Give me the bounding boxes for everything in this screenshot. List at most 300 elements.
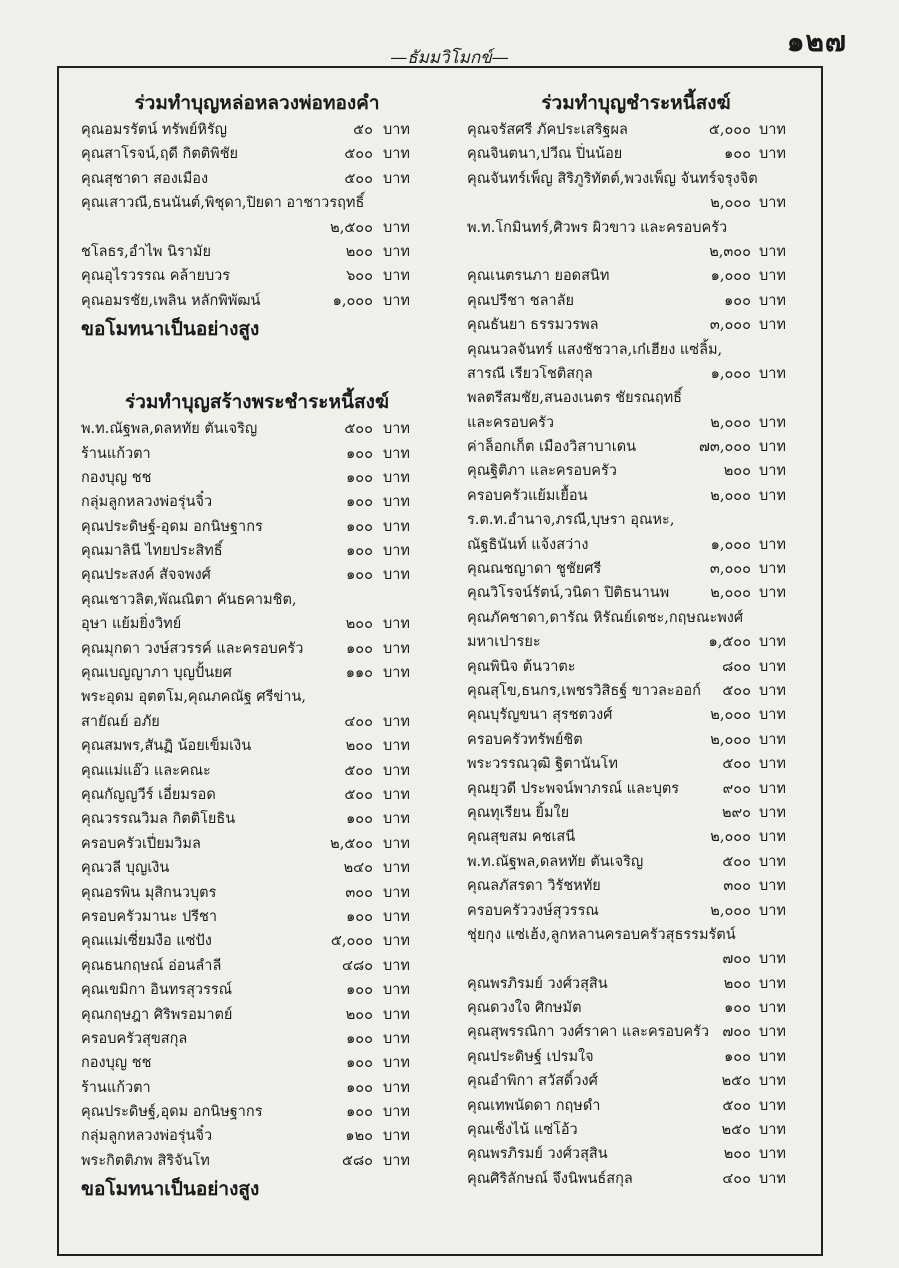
donor-name: คุณประดิษฐ์,อุดม อกนิษฐากร [81, 1104, 263, 1121]
donor-name: ครอบครัวแย้มเยื้อน [467, 487, 588, 504]
donor-name: ร้านแก้วตา [81, 445, 151, 462]
donor-name: คุณลภัสรดา วิรัชหทัย [467, 878, 601, 895]
currency-unit: บาท [383, 445, 410, 462]
donation-amount: ๒๐๐ [723, 975, 751, 992]
donor-name: คุณเนตรนภา ยอดสนิท [467, 268, 610, 285]
currency-unit: บาท [759, 1097, 786, 1114]
donation-amount: ๕๘๐ [341, 1152, 373, 1169]
donor-row [81, 759, 433, 783]
donor-name: คุณกฤษฎา ศิริพรอมาตย์ [81, 1006, 233, 1023]
donor-row [467, 508, 805, 532]
donor-name: คุณสาโรจน์,ฤดี กิตติพิชัย [81, 146, 239, 163]
currency-unit: บาท [759, 561, 786, 578]
donor-name: ชุ่ยกุง แซ่เฮ้ง,ลูกหลานครอบครัวสุธรรมรัตน์ [467, 926, 736, 943]
donor-row [467, 216, 805, 240]
currency-unit: บาท [759, 1073, 786, 1090]
donor-name: ร้านแก้วตา [81, 1079, 151, 1096]
currency-unit: บาท [759, 317, 786, 334]
donation-amount: ๒,๕๐๐ [330, 835, 373, 852]
currency-unit: บาท [383, 811, 410, 828]
currency-unit: บาท [383, 243, 410, 260]
donor-row [467, 728, 805, 752]
donor-row [467, 679, 805, 703]
donor-row [467, 703, 805, 727]
donor-row [467, 386, 805, 410]
donor-name: คุณจรัสศรี ภัคประเสริฐผล [467, 122, 628, 138]
currency-unit: บาท [383, 835, 410, 852]
donor-name: ครอบครัวสุขสกุล [81, 1030, 188, 1047]
donation-amount: ๒,๐๐๐ [710, 829, 751, 846]
currency-unit: บาท [383, 762, 410, 779]
donation-amount: ๒,๓๐๐ [709, 243, 751, 260]
currency-unit: บาท [383, 1006, 410, 1023]
currency-unit: บาท [383, 518, 410, 535]
donor-name: คุณพรภิรมย์ วงศ์วสุสิน [467, 1146, 608, 1163]
currency-unit: บาท [759, 1122, 786, 1139]
currency-unit: บาท [383, 738, 410, 755]
donor-name: คุณยุวดี ประพจน์พาภรณ์ และบุตร [467, 780, 680, 797]
page-number: ๑๒๗ [786, 25, 847, 58]
donor-row [467, 240, 805, 264]
donation-amount: ๔๘๐ [341, 957, 373, 974]
currency-unit: บาท [383, 884, 410, 901]
currency-unit: บาท [383, 786, 410, 803]
donor-row [467, 655, 805, 679]
donor-row [467, 825, 805, 849]
donation-amount: ๕๐๐ [722, 1097, 751, 1114]
donor-row [81, 167, 433, 191]
currency-unit: บาท [383, 908, 410, 925]
donation-amount: ๒,๐๐๐ [710, 902, 751, 919]
donor-row [467, 777, 805, 801]
currency-unit: บาท [759, 268, 786, 285]
donation-amount: ๑,๕๐๐ [708, 634, 751, 651]
currency-unit: บาท [759, 878, 786, 895]
currency-unit: บาท [759, 902, 786, 919]
donor-name: อุษา แย้มยิ่งวิทย์ [81, 616, 182, 633]
donation-amount: ๑๐๐ [346, 494, 373, 511]
donor-name: คุณภัคชาดา,ดารัณ หิรัณย์เดชะ,กฤษณะพงศ์ [467, 609, 744, 626]
currency-unit: บาท [759, 853, 786, 870]
donor-row [467, 484, 805, 508]
donor-row [467, 1069, 805, 1093]
donor-row [467, 996, 805, 1020]
currency-unit: บาท [383, 1128, 410, 1145]
closing-line: ขอโมทนาเป็นอย่างสูง [81, 318, 260, 341]
currency-unit: บาท [759, 1048, 786, 1065]
donation-amount: ๘๐๐ [722, 658, 751, 675]
donation-amount: ๒,๐๐๐ [710, 707, 751, 724]
donor-name: คุณทุเรียน ยิ้มใย [467, 804, 570, 821]
donation-amount: ๙๐๐ [722, 780, 751, 797]
donation-amount: ๓๐๐ [723, 878, 751, 895]
donor-row [81, 264, 433, 288]
currency-unit: บาท [759, 1146, 786, 1163]
donor-row [81, 1124, 433, 1148]
currency-unit: บาท [759, 122, 786, 138]
donation-amount: ๕๐๐ [344, 146, 373, 163]
currency-unit: บาท [759, 146, 786, 163]
donation-amount: ๑๐๐ [346, 567, 373, 584]
currency-unit: บาท [383, 860, 410, 877]
donation-amount: ๕๐๐ [344, 762, 373, 779]
donor-row [467, 606, 805, 630]
donor-row [81, 490, 433, 514]
donor-name: คุณเทพนัดดา กฤษดำ [467, 1097, 601, 1114]
currency-unit: บาท [759, 731, 786, 748]
donation-amount: ๗๐๐ [722, 951, 751, 968]
donation-amount: ๒๐๐ [345, 738, 373, 755]
donor-name: คุณวลี บุญเงิน [81, 860, 170, 877]
donation-amount: ๒,๐๐๐ [710, 195, 751, 212]
donation-amount: ๒๐๐ [723, 1146, 751, 1163]
donor-name: คุณเซ็งไน้ แซ่โอ้ว [467, 1122, 578, 1139]
donor-row [467, 972, 805, 996]
currency-unit: บาท [383, 1030, 410, 1047]
currency-unit: บาท [759, 829, 786, 846]
donor-row [81, 929, 433, 953]
donation-amount: ๒,๐๐๐ [710, 487, 751, 504]
donation-amount: ๑,๐๐๐ [710, 268, 751, 285]
donor-row [81, 240, 433, 264]
donor-name: คุณมาลินี ไทยประสิทธิ์ [81, 543, 223, 560]
donor-row [81, 661, 433, 685]
donor-name: คุณณชญาดา ชูชัยศรี [467, 561, 602, 578]
donor-name: คุณธันยา ธรรมวรพล [467, 317, 599, 334]
donor-name: คุณประดิษฐ์-อุดม อกนิษฐากร [81, 518, 263, 535]
donation-amount: ๓,๐๐๐ [709, 317, 751, 334]
donor-row [467, 850, 805, 874]
donation-amount: ๑๐๐ [346, 982, 373, 999]
donor-row [467, 557, 805, 581]
donation-amount: ๑,๐๐๐ [332, 292, 373, 309]
donation-amount: ๑๐๐ [346, 1055, 373, 1072]
donor-name: คุณอรพิน มุสิกนวบุตร [81, 884, 217, 901]
donor-row [81, 216, 433, 240]
donation-amount: ๕๐๐ [722, 756, 751, 773]
donor-row [81, 588, 433, 612]
donor-row [467, 1020, 805, 1044]
donor-row [81, 118, 433, 142]
currency-unit: บาท [759, 975, 786, 992]
donor-row [81, 881, 433, 905]
donor-row [467, 289, 805, 313]
donor-name: คุณอมรรัตน์ ทรัพย์หิรัญ [81, 122, 228, 138]
donor-row [467, 630, 805, 654]
donation-amount: ๒๐๐ [345, 243, 373, 260]
running-head: —ธัมมวิโมกข์— [390, 48, 509, 68]
donor-row [81, 710, 433, 734]
currency-unit: บาท [759, 780, 786, 797]
donation-amount: ๕๐ [353, 122, 373, 138]
currency-unit: บาท [383, 982, 410, 999]
donation-amount: ๒๔๐ [343, 860, 373, 877]
donor-name: คุณสุชาดา สองเมือง [81, 170, 209, 187]
donation-amount: ๒๕๐ [721, 1073, 751, 1090]
donor-row [467, 338, 805, 362]
donor-name: คุณวิโรจน์รัตน์,วนิดา ปิติธนานพ [467, 585, 670, 602]
currency-unit: บาท [383, 665, 410, 682]
donation-amount: ๑๐๐ [724, 292, 751, 309]
donor-name: กลุ่มลูกหลวงพ่อรุ่นจิ๋ว [81, 494, 213, 511]
donor-name: ณัฐธินันท์ แจ้งสว่าง [467, 536, 589, 553]
donation-amount: ๕,๐๐๐ [708, 122, 751, 138]
donor-name: สายัณย์ อภัย [81, 713, 160, 730]
donor-row [81, 442, 433, 466]
currency-unit: บาท [759, 292, 786, 309]
donation-amount: ๒๙๐ [721, 804, 751, 821]
donor-row [467, 1167, 805, 1191]
donor-row [81, 417, 433, 441]
currency-unit: บาท [759, 951, 786, 968]
currency-unit: บาท [383, 219, 410, 236]
donor-row [467, 435, 805, 459]
donor-name: คุณแม่เซี่ยมงือ แซ่ปัง [81, 933, 212, 950]
donor-name: คุณศิริลักษณ์ จึงนิพนธ์สกุล [467, 1170, 633, 1187]
donor-name: คุณประดิษฐ์ เปรมใจ [467, 1048, 594, 1065]
currency-unit: บาท [383, 616, 410, 633]
currency-unit: บาท [383, 1152, 410, 1169]
donor-name: ร.ต.ท.อำนาจ,ภรณี,บุษรา อุณหะ, [467, 512, 675, 529]
currency-unit: บาท [383, 421, 410, 438]
donation-amount: ๑๐๐ [346, 1104, 373, 1121]
donor-name: คุณดวงใจ ศิกษมัต [467, 1000, 582, 1017]
donor-name: พ.ท.ณัฐพล,ดลหทัย ตันเจริญ [81, 421, 258, 438]
donor-name: คุณวรรณวิมล กิตติโยธิน [81, 811, 236, 828]
donor-row [81, 832, 433, 856]
section-heading-build-buddha: ร่วมทำบุญสร้างพระชำระหนี้สงฆ์ [125, 391, 389, 414]
donor-row [467, 899, 805, 923]
currency-unit: บาท [383, 1079, 410, 1096]
donor-name: กองบุญ ชช [81, 1055, 152, 1072]
currency-unit: บาท [759, 682, 786, 699]
donor-row [467, 923, 805, 947]
donor-list-sangha-debt [467, 118, 805, 1191]
donor-name: คุณนวลจันทร์ แสงชัชวาล,เก๋เฮียง แซ่ลิ้ม, [467, 341, 723, 358]
currency-unit: บาท [759, 487, 786, 504]
currency-unit: บาท [383, 957, 410, 974]
currency-unit: บาท [759, 1000, 786, 1017]
running-head-text: ธัมมวิโมกข์ [407, 48, 492, 68]
donor-name: คุณเบญญาภา บุญปั้นยศ [81, 665, 232, 682]
currency-unit: บาท [383, 1104, 410, 1121]
donor-row [467, 1045, 805, 1069]
donation-amount: ๑๐๐ [346, 1030, 373, 1047]
currency-unit: บาท [383, 640, 410, 657]
donor-row [467, 264, 805, 288]
donation-amount: ๕๐๐ [344, 421, 373, 438]
donor-name: มหาเปารยะ [467, 634, 541, 651]
donor-row [467, 1094, 805, 1118]
currency-unit: บาท [383, 494, 410, 511]
donor-row [81, 954, 433, 978]
donation-amount: ๕๐๐ [722, 682, 751, 699]
donor-name: คุณฐิติภา และครอบครัว [467, 463, 617, 480]
donor-name: คุณประสงค์ สัจจพงศ์ [81, 567, 211, 584]
donor-row [81, 783, 433, 807]
donation-amount: ๒,๐๐๐ [710, 414, 751, 431]
donor-row [467, 533, 805, 557]
donation-amount: ๑๐๐ [724, 146, 751, 163]
section-heading-sangha-debt: ร่วมทำบุญชำระหนี้สงฆ์ [541, 92, 731, 114]
currency-unit: บาท [383, 1055, 410, 1072]
donation-amount: ๑,๐๐๐ [710, 536, 751, 553]
donor-name: พระวรรณวุฒิ ฐิตานันโท [467, 756, 618, 773]
donor-name: ครอบครัววงษ์สุวรรณ [467, 902, 599, 919]
donor-name: คุณมุกดา วงษ์สวรรค์ และครอบครัว [81, 640, 304, 657]
donation-amount: ๗๓,๐๐๐ [699, 439, 751, 456]
donor-name: พระอุดม อุตตโม,คุณภคณัฐ ศรีข่าน, [81, 689, 306, 706]
donation-amount: ๑๐๐ [346, 1079, 373, 1096]
donor-row [467, 801, 805, 825]
left-column [81, 88, 433, 1203]
right-column [467, 88, 805, 1191]
donor-row [81, 1027, 433, 1051]
donation-amount: ๒,๕๐๐ [330, 219, 373, 236]
donation-amount: ๑๐๐ [346, 640, 373, 657]
donor-name: คุณสมพร,สันฏิ น้อยเข็มเงิน [81, 738, 252, 755]
donor-row [81, 978, 433, 1002]
donor-row [467, 142, 805, 166]
donor-row [81, 142, 433, 166]
currency-unit: บาท [383, 146, 410, 163]
donor-row [467, 459, 805, 483]
donor-name: คุณธนกฤษณ์ อ่อนลำลี [81, 957, 222, 974]
donor-row [467, 947, 805, 971]
currency-unit: บาท [759, 707, 786, 724]
donor-row [467, 752, 805, 776]
donor-name: และครอบครัว [467, 414, 555, 431]
donor-row [81, 905, 433, 929]
donor-name: กลุ่มลูกหลวงพ่อรุ่นจิ๋ว [81, 1128, 213, 1145]
donor-row [81, 1076, 433, 1100]
donor-row [467, 581, 805, 605]
donation-amount: ๑,๐๐๐ [710, 365, 751, 382]
currency-unit: บาท [759, 658, 786, 675]
donor-name: คุณเสาวณี,ธนนันต์,พิชุดา,ปิยดา อาชาวรฤทธิ์ [81, 195, 365, 212]
donation-amount: ๓,๐๐๐ [709, 561, 751, 578]
donor-row [467, 1118, 805, 1142]
currency-unit: บาท [383, 469, 410, 486]
donor-row [467, 362, 805, 386]
currency-unit: บาท [759, 1024, 786, 1041]
donor-list-golden-buddha [81, 118, 433, 313]
donor-name: พ.ท.ณัฐพล,ดลหทัย ตันเจริญ [467, 853, 644, 870]
currency-unit: บาท [759, 1170, 786, 1187]
donor-list-build-buddha [81, 417, 433, 1173]
currency-unit: บาท [759, 243, 786, 260]
donor-name: พ.ท.โกมินทร์,ศิวพร ผิวขาว และครอบครัว [467, 219, 728, 236]
donation-amount: ๒๕๐ [721, 1122, 751, 1139]
donor-row [467, 1142, 805, 1166]
donor-row [81, 1003, 433, 1027]
donor-row [81, 191, 433, 215]
donor-name: คุณพรภิรมย์ วงศ์วสุสิน [467, 975, 608, 992]
donor-row [81, 289, 433, 313]
donation-amount: ๖๐๐ [346, 268, 373, 285]
donor-row [467, 874, 805, 898]
donor-name: กองบุญ ชช [81, 469, 152, 486]
donor-name: พระกิตติภพ สิริจันโท [81, 1152, 210, 1169]
donor-name: คุณกัญญวีร์ เอี่ยมรอด [81, 786, 216, 803]
donor-name: คุณสุโข,ธนกร,เพชรวิสิธฐ์ ขาวละออก์ [467, 682, 701, 699]
content-frame [57, 66, 823, 1256]
donor-name: คุณอมรชัย,เพลิน หลักพิพัฒน์ [81, 292, 261, 309]
section-gap [81, 343, 433, 387]
currency-unit: บาท [759, 365, 786, 382]
donor-name: คุณเขมิกา อินทรสุวรรณ์ [81, 982, 233, 999]
donation-amount: ๕๐๐ [722, 853, 751, 870]
donation-amount: ๒๐๐ [345, 616, 373, 633]
donor-row [81, 1051, 433, 1075]
currency-unit: บาท [759, 439, 786, 456]
donor-row [81, 807, 433, 831]
donor-row [467, 191, 805, 215]
donation-amount: ๑๐๐ [346, 445, 373, 462]
donor-row [81, 734, 433, 758]
donor-name: คุณสุพรรณิกา วงศ์ราคา และครอบครัว [467, 1024, 709, 1041]
donation-amount: ๗๐๐ [722, 1024, 751, 1041]
donor-name: ครอบครัวมานะ ปรีชา [81, 908, 218, 925]
currency-unit: บาท [383, 933, 410, 950]
donor-row [467, 411, 805, 435]
currency-unit: บาท [383, 713, 410, 730]
closing-line: ขอโมทนาเป็นอย่างสูง [81, 1178, 260, 1201]
donation-amount: ๕๐๐ [344, 170, 373, 187]
donor-row [81, 515, 433, 539]
donation-amount: ๒๐๐ [723, 463, 751, 480]
currency-unit: บาท [759, 195, 786, 212]
section-heading-golden-buddha: ร่วมทำบุญหล่อหลวงพ่อทองคำ [134, 92, 380, 114]
donation-amount: ๒,๐๐๐ [710, 585, 751, 602]
donor-row [467, 118, 805, 142]
currency-unit: บาท [383, 122, 410, 138]
donation-amount: ๑๐๐ [346, 908, 373, 925]
donor-row [81, 466, 433, 490]
donor-row [81, 539, 433, 563]
donor-name: คุณปรีชา ชลาลัย [467, 292, 574, 309]
donation-amount: ๒,๐๐๐ [710, 731, 751, 748]
donor-name: คุณอุไรวรรณ คล้ายบวร [81, 268, 231, 285]
donor-name: คุณแม่แอ๊ว และคณะ [81, 762, 211, 779]
currency-unit: บาท [759, 536, 786, 553]
donor-row [81, 856, 433, 880]
donor-name: สารณี เรียวโชติสกุล [467, 365, 593, 382]
donor-name: คุณจันทร์เพ็ญ สิริภูริทัตต์,พวงเพ็ญ จันทร์จรุงจิต [467, 170, 758, 187]
donor-row [81, 563, 433, 587]
donation-amount: ๑๑๐ [345, 665, 373, 682]
donor-name: ค่าล็อกเก็ต เมืองวิสาบาเดน [467, 439, 637, 456]
currency-unit: บาท [759, 804, 786, 821]
donor-row [81, 685, 433, 709]
currency-unit: บาท [759, 634, 786, 651]
donor-name: พลตรีสมชัย,สนองเนตร ชัยรณฤทธิ์ [467, 390, 683, 407]
currency-unit: บาท [383, 543, 410, 560]
donor-row [467, 167, 805, 191]
currency-unit: บาท [759, 463, 786, 480]
donor-name: ครอบครัวทรัพย์ชิต [467, 731, 583, 748]
currency-unit: บาท [759, 414, 786, 431]
donor-name: ชโลธร,อำไพ นิรามัย [81, 243, 211, 260]
donor-row [81, 1149, 433, 1173]
donation-amount: ๒๐๐ [345, 1006, 373, 1023]
donor-row [81, 612, 433, 636]
donor-name: คุณพินิจ ต้นวาตะ [467, 658, 576, 675]
donor-name: คุณเชาวลิต,พัณณิตา คันธคามชิต, [81, 591, 297, 608]
currency-unit: บาท [383, 292, 410, 309]
donor-name: คุณสุขสม คชเสนี [467, 829, 576, 846]
donation-amount: ๑๐๐ [346, 469, 373, 486]
